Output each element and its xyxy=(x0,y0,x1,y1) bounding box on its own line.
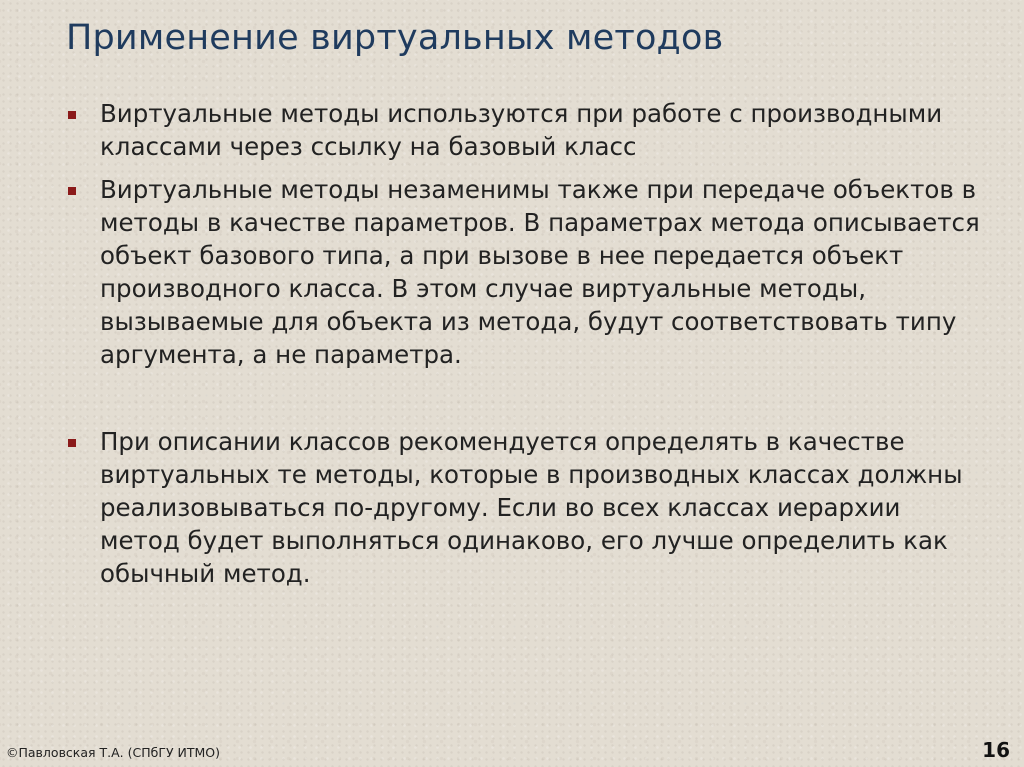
square-bullet-icon xyxy=(68,439,76,447)
bullet-item xyxy=(66,173,986,371)
square-bullet-icon xyxy=(68,111,76,119)
square-bullet-icon xyxy=(68,187,76,195)
page-number: 16 xyxy=(982,738,1010,762)
bullet-list xyxy=(66,97,986,590)
slide-title: Применение виртуальных методов xyxy=(66,18,724,58)
footer-credit: ©Павловская Т.А. (СПбГУ ИТМО) xyxy=(6,745,221,760)
bullet-item xyxy=(66,97,986,163)
bullet-text: Виртуальные методы используются при работе с производными классами через ссылку на базовый класс xyxy=(100,99,943,161)
bullet-item xyxy=(66,425,986,590)
bullet-text: Виртуальные методы незаменимы также при передаче объектов в методы в качестве параметров. В параметрах метода описывается объект базового типа, а при вызове в нее передается объект производного класса. В этом случае виртуальные методы, вызываемые для объекта из метода, будут соответствовать типу аргумента, а не параметра. xyxy=(100,175,980,369)
bullet-text: При описании классов рекомендуется определять в качестве виртуальных те методы, которые в производных классах должны реализовываться по-другому. Если во всех классах иерархии метод будет выполняться одинаково, его лучше определить как обычный метод. xyxy=(100,427,963,588)
